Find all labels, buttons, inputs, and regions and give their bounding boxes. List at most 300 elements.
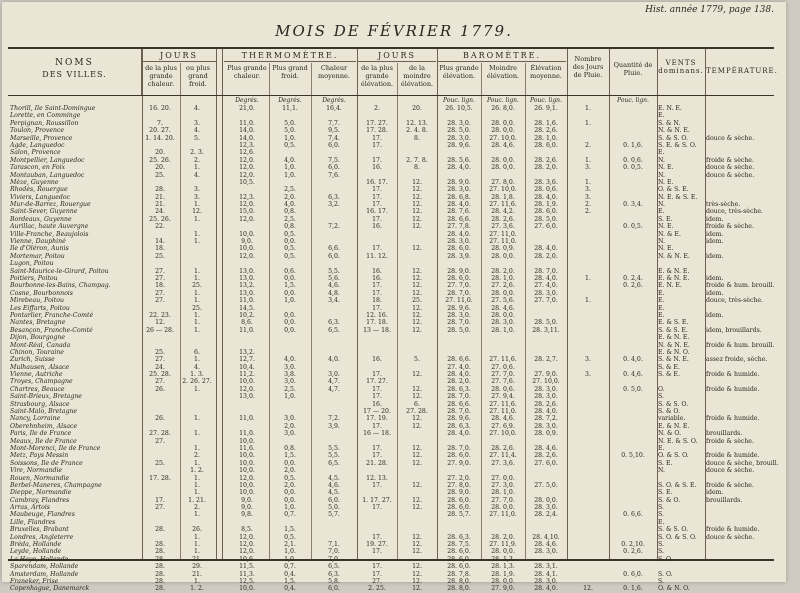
unit-pouc-lign: Pouc. lign. [443,97,475,104]
cell-winds: E. N. E. [658,105,682,112]
cell-max-cold: 2,5. [284,215,296,223]
cell-day-coldest: 1. [194,444,200,452]
cell-winds: N. E. & S. E. [658,193,698,201]
cell-city-name: Chartres, Beauce [10,385,65,393]
table-row [8,319,774,326]
cell-max-cold: 0,4. [284,585,296,593]
cell-min-pressure: 26. 8,0. [491,105,515,112]
cell-day-highest-pressure: 17. [372,134,382,142]
table-body [8,105,779,593]
cell-max-cold: 1,0. [284,164,296,172]
cell-max-heat: 11,5. [239,563,255,571]
cell-mean-pressure: 28. 3,0. [534,393,558,401]
cell-day-coldest: 1. [194,511,200,519]
cell-max-pressure: 28. 3,0. [447,238,471,246]
cell-city-name: Leyde, Hollande [10,548,62,556]
cell-mean-pressure: 28. 4,1. [534,570,558,578]
cell-max-cold: 0,0. [284,489,296,497]
cell-city-name: Marseille, Provence [10,134,73,142]
cell-mean-heat: 6,0. [328,141,340,149]
cell-day-highest-pressure: 17. [372,570,382,578]
cell-day-lowest-pressure: 12. [412,385,422,393]
cell-min-pressure: 28. 2,0. [491,267,515,275]
header-jours-group: JOURS [142,51,216,62]
cell-mean-pressure: 28. 2,6. [534,400,558,408]
cell-city-name: Tarascon, en Foix [10,164,66,172]
cell-day-warmest: 14. [155,238,165,246]
cell-max-heat: 21,0. [239,105,255,112]
cell-min-pressure: 28. 4,6. [491,304,515,312]
cell-max-pressure: 28. 6,0. [447,548,471,556]
cell-max-cold: 1,0. [284,171,296,179]
cell-rain-days: 2. [585,201,591,209]
cell-day-warmest: 27. [155,267,165,275]
cell-day-highest-pressure: 11. 12. [366,252,388,260]
table-row [8,459,779,467]
table-row [8,208,774,215]
cell-city-name: Sparendam, Hollande [10,563,79,571]
cell-mean-pressure: 28. 4,0. [534,245,558,253]
cell-min-pressure: 27. 5,6. [491,297,515,305]
cell-day-coldest: 4. [194,127,200,135]
cell-max-cold: 1,0. [284,297,296,305]
cell-day-coldest: 1. [194,238,200,246]
table-row [8,275,774,282]
cell-day-highest-pressure: 17. [372,548,382,556]
cell-winds: N. [658,467,665,475]
table-row [8,216,774,223]
cell-day-lowest-pressure: 12. [412,585,422,593]
cell-mean-pressure: 28. 3,0. [534,422,558,430]
table-row [8,504,774,511]
table-row [8,482,774,489]
table-row [8,526,774,533]
cell-winds: E. [658,444,665,452]
cell-min-pressure: 28. 1,3. [491,563,515,571]
cell-city-name: Ile d'Oléron, Aunis [10,245,69,253]
cell-max-cold: 2,0. [284,422,296,430]
cell-winds: S. & O. [658,496,681,504]
cell-mean-pressure: 28. 3,0. [534,385,558,393]
cell-day-lowest-pressure: 12. [412,326,422,334]
cell-day-coldest: 2. 3. [190,149,204,157]
cell-max-pressure: 28. 4,0. [447,371,471,379]
cell-day-coldest: 1. 2. [190,467,204,475]
cell-min-pressure: 27. 7,0. [491,496,515,504]
cell-min-pressure: 27. 10,0. [489,430,517,438]
cell-city-name: Cambray, Flandres [10,496,70,504]
cell-mean-pressure: 26. 9,1. [534,105,558,112]
cell-city-name: Cosne, Bourbonnois [10,289,73,297]
cell-day-highest-pressure: 17. [372,452,382,460]
cell-day-coldest: 1. [194,215,200,223]
register-page [2,2,786,593]
cell-rain-days: 1. [585,119,591,127]
cell-min-pressure: 27. 11,6. [489,400,517,408]
cell-mean-heat: 5,6. [328,274,340,282]
cell-min-pressure: 28. 0,0. [491,119,515,127]
cell-city-name: La Haye, Hollande [10,555,69,563]
cell-day-lowest-pressure: 12. [412,223,422,231]
cell-min-pressure: 28. 0,0. [491,289,515,297]
cell-day-coldest: 1. 3. [190,371,204,379]
cell-max-heat: 12,3. [239,193,255,201]
cell-day-lowest-pressure: 12. [412,459,422,467]
cell-max-heat: 13,0. [239,393,255,401]
header-chaleur-moyenne: Chaleur moyenne. [318,64,350,80]
cell-max-heat: 10,0. [239,585,255,593]
cell-day-lowest-pressure: 12. [412,504,422,512]
cell-mean-heat: 5,5. [328,267,340,275]
cell-mean-pressure: 27. 6,0. [534,223,558,231]
table-row [8,489,774,496]
cell-city-name: Viviers, Languedoc [10,193,71,201]
cell-temperature: très-sèche. [706,201,741,209]
header-temperature: TEMPÉRATURE. [706,67,778,75]
cell-mean-heat: 4,8. [328,289,340,297]
cell-max-pressure: 28. 9,0. [447,489,471,497]
header-plus-elevation: Plus grande élévation. [439,64,479,80]
cell-winds: N. [658,156,665,164]
cell-city-name: Maubeuge, Flandres [10,511,75,519]
cell-rain-days: 12. [583,585,593,593]
cell-max-heat: 9,0. [241,496,253,504]
cell-max-pressure: 28. 9,0. [447,267,471,275]
cell-max-heat: 12,6. [239,149,255,157]
cell-max-heat: 12,0. [239,474,255,482]
table-row [8,186,774,193]
cell-temperature: douce & sèche, brouill. [706,459,779,467]
cell-min-pressure: 28. 2,6. [491,215,515,223]
cell-rain-days: 1. [585,156,591,164]
cell-day-warmest: 27. 28. [149,430,171,438]
cell-winds: E. & N. O. [658,348,690,356]
cell-mean-heat: 7,7. [328,119,340,127]
cell-day-coldest: 1. [194,474,200,482]
cell-day-highest-pressure: 18. [372,297,382,305]
cell-min-pressure: 27. 0,0. [491,474,515,482]
cell-day-lowest-pressure: 12. [412,563,422,571]
cell-day-lowest-pressure: 12. [412,452,422,460]
cell-day-warmest: 27. [155,297,165,305]
unit-degres: Degrés. [278,97,302,104]
cell-max-heat: 12,7. [239,356,255,364]
cell-city-name: Franeker, Frise [10,578,59,585]
cell-max-heat: 10,0. [239,489,255,497]
cell-temperature: brouillards. [706,496,743,504]
cell-mean-heat: 7,0. [328,555,340,563]
cell-mean-heat: 5,7. [328,511,340,519]
cell-max-heat: 12,0. [239,548,255,556]
header-thermometre: THERMOMÈTRE. [224,51,356,62]
cell-day-lowest-pressure: 12. [412,533,422,541]
cell-max-pressure: 28. 9,6. [447,415,471,423]
unit-pouc-lign: Pouc. lign. [487,97,519,104]
cell-city-name: Nantes, Bretagne [10,319,66,327]
cell-max-heat: 14,5. [239,304,255,312]
cell-day-coldest: 1. [194,311,200,319]
cell-max-pressure: 28. 4,0. [447,164,471,172]
cell-winds: N. & N. E. [658,341,690,349]
cell-city-name: Mèze, Guyenne [10,178,59,186]
cell-day-highest-pressure: 16. [372,356,382,364]
cell-min-pressure: 28. 1,0. [491,326,515,334]
cell-city-name: Mirebeau, Poitou [10,297,64,305]
cell-mean-pressure: 28. 4,0. [534,585,558,593]
cell-mean-heat: 7,4. [328,134,340,142]
cell-max-cold: 0,5. [284,141,296,149]
cell-day-warmest: 27. [155,356,165,364]
cell-min-pressure: 27. 3,6. [491,459,515,467]
cell-mean-heat: 3,0. [328,371,340,379]
unit-pouc-lign: Pouc. lign. [530,97,562,104]
cell-temperature: idem. [706,274,724,282]
cell-max-pressure: 28. 5,6. [447,156,471,164]
cell-max-cold: 2,0. [284,193,296,201]
cell-day-lowest-pressure: 12. [412,541,422,549]
cell-max-pressure: 27. 7,0. [447,282,471,290]
cell-temperature: idem. [706,252,724,260]
table-row [8,179,774,186]
cell-day-lowest-pressure: 12. [412,570,422,578]
cell-day-warmest: 20. [155,149,165,157]
cell-max-cold: 0,5. [284,252,296,260]
cell-day-warmest: 24. [155,363,165,371]
cell-max-cold: 0,5. [284,230,296,238]
units-row [8,97,774,105]
cell-day-warmest: 26 — 28. [146,326,174,334]
cell-mean-pressure: 28. 3,0. [534,578,558,585]
cell-min-pressure: 28. 1,8. [491,193,515,201]
cell-temperature: idem. [706,215,724,223]
cell-min-pressure: 28. 1,0. [491,274,515,282]
cell-rain-days: 2. [585,141,591,149]
cell-day-highest-pressure: 17. [372,504,382,512]
cell-winds: S. E. [658,215,673,223]
cell-max-heat: 13,0. [239,267,255,275]
cell-mean-pressure: 28. 3,6. [534,178,558,186]
cell-winds: E. & N. E. [658,274,690,282]
cell-city-name: Arras, Artois [10,504,50,512]
cell-city-name: Les Eiffarts, Poitou [10,304,70,312]
cell-day-coldest: 1. 2. [190,585,204,593]
cell-max-heat: 12,0. [239,541,255,549]
cell-mean-heat: 6,5. [328,459,340,467]
cell-day-coldest: 3. [194,119,200,127]
cell-max-cold: 1,5. [284,452,296,460]
cell-winds: N. E. [658,223,674,231]
cell-day-highest-pressure: 12. 16. [366,311,388,319]
cell-rain-days: 1. [585,274,591,282]
cell-city-name: Oberehnheim, Alsace [10,422,78,430]
cell-max-heat: 11,6. [239,444,255,452]
cell-max-heat: 12,0. [239,215,255,223]
cell-min-pressure: 28. 0,9. [491,245,515,253]
cell-winds: S. E. & S. O. [658,141,697,149]
cell-mean-heat: 4,7. [328,378,340,386]
cell-temperature: douce & sèche. [706,533,755,541]
cell-day-warmest: 27. [155,504,165,512]
cell-city-name: Saint-Malo, Bretagne [10,408,78,416]
table-row [8,519,774,526]
cell-max-pressure: 28. 6,0. [447,274,471,282]
cell-mean-heat: 4,6. [328,282,340,290]
cell-max-pressure: 27. 2,0. [447,474,471,482]
cell-max-heat: 12,5. [239,578,255,585]
cell-max-cold: 0,0. [284,319,296,327]
cell-rain-days: 1. [585,105,591,112]
cell-day-highest-pressure: 16 — 18. [363,430,391,438]
cell-day-warmest: 27. [155,289,165,297]
cell-city-name: Saint-Sever, Guyenne [10,208,78,216]
cell-max-cold: 0,0. [284,274,296,282]
cell-city-name: Berbel-Maneres, Champagne [10,481,102,489]
cell-city-name: Rhodès, Rouergue [10,186,68,194]
cell-max-pressure: 28. 8,0. [447,585,471,593]
cell-winds: S. O. & S. E. [658,481,697,489]
cell-max-heat: 11,0. [239,297,255,305]
table-row [8,105,774,112]
page-title: MOIS DE FÉVRIER 1779. [275,22,513,40]
table-row [8,356,774,363]
cell-day-coldest: 4. [194,171,200,179]
cell-max-heat: 10,0. [239,437,255,445]
cell-rain-quantity: 0. 4,0. [623,356,643,364]
table-row [8,386,774,393]
cell-day-highest-pressure: 19. 27. [366,541,388,549]
table-row [8,112,774,119]
cell-winds: S. & S. E. [658,326,688,334]
cell-min-pressure: 27. 9,0. [491,585,515,593]
cell-day-lowest-pressure: 12. 13. [406,119,428,127]
cell-day-highest-pressure: 17. [372,533,382,541]
cell-max-pressure: 28. 6,0. [447,452,471,460]
cell-max-cold: 0,5. [284,245,296,253]
cell-winds: N. E. & S. O. [658,437,698,445]
table-row [8,149,774,156]
cell-winds: N. [658,201,665,209]
cell-mean-heat: 6,0. [328,252,340,260]
cell-temperature: froide & humide. [706,371,760,379]
running-head: Hist. année 1779, page 138. [645,5,774,15]
cell-day-coldest: 1. [194,533,200,541]
cell-max-cold: 2,0. [284,467,296,475]
table-row [8,548,774,555]
cell-max-pressure: 28. 7,0. [447,408,471,416]
cell-max-heat: 10,0. [239,459,255,467]
cell-winds: S. & S. O. [658,134,689,142]
cell-day-coldest: 1. [194,415,200,423]
cell-city-name: Mulhausen, Alsace [10,363,70,371]
cell-day-coldest: 4. [194,363,200,371]
cell-min-pressure: 28. 1,0. [491,489,515,497]
cell-max-cold: 3,0. [284,415,296,423]
cell-min-pressure: 28. 0,0. [491,578,515,585]
cell-mean-pressure: 28. 4,6. [534,444,558,452]
cell-max-pressure: 28. 6,6. [447,400,471,408]
cell-mean-heat: 7,1. [328,541,340,549]
table-row [8,364,774,371]
cell-mean-pressure: 28. 4,0. [534,408,558,416]
cell-day-lowest-pressure: 12. [412,304,422,312]
cell-min-pressure: 28. 2,6. [491,444,515,452]
cell-temperature: idem, brouillards. [706,326,762,334]
table-row [8,120,774,127]
cell-max-heat: 10,0. [239,452,255,460]
cell-max-cold: 0,0. [284,496,296,504]
cell-mean-pressure: 28. 2,6. [534,127,558,135]
cell-rain-quantity: 0. 0,6. [623,156,643,164]
cell-day-warmest: 28. [155,555,165,563]
cell-rain-quantity: 0. 0,5. [623,223,643,231]
cell-max-heat: 12,0. [239,156,255,164]
cell-winds: E. [658,289,665,297]
table-row [8,238,774,245]
table-row [8,157,774,164]
cell-min-pressure: 27. 11,0. [489,238,517,246]
cell-max-cold: 0,0. [284,238,296,246]
cell-max-pressure: 28. 3,0. [447,134,471,142]
cell-max-heat: 12,3. [239,141,255,149]
cell-min-pressure: 27. 2,6. [491,282,515,290]
cell-day-coldest: 2. [194,452,200,460]
cell-day-coldest: 1. [194,164,200,172]
cell-day-warmest: 26. [155,415,165,423]
cell-city-name: Soissons, Ile de France [10,459,83,467]
cell-day-lowest-pressure: 12. [412,422,422,430]
cell-mean-heat: 6,3. [328,193,340,201]
cell-mean-pressure: 28. 1,6. [534,119,558,127]
cell-max-heat: 10,0. [239,481,255,489]
cell-day-lowest-pressure: 12. [412,186,422,194]
cell-day-warmest: 28. [155,526,165,534]
cell-city-name: Aurillac, haute Auvergne [10,223,89,231]
table-row [8,563,774,570]
cell-winds: N. E. [658,164,674,172]
cell-day-highest-pressure: 17. 19. [366,415,388,423]
cell-city-name: Mont-Réal, Canada [10,341,71,349]
cell-day-coldest: 25. [192,282,202,290]
table-row [8,511,774,518]
cell-mean-heat: 3,4. [328,297,340,305]
cell-day-lowest-pressure: 12. [412,215,422,223]
cell-rain-quantity: 0. 6,0. [623,570,643,578]
cell-day-lowest-pressure: 12. [412,371,422,379]
cell-city-name: Montauban, Languedoc [10,171,85,179]
cell-day-highest-pressure: 17. [372,193,382,201]
cell-max-heat: 10,6. [239,555,255,563]
cell-winds: O. & N. O. [658,585,690,593]
cell-day-coldest: 2. 26. 27. [182,378,212,386]
cell-winds: O. [658,385,665,393]
cell-mean-pressure: 28. 2,6. [534,156,558,164]
table-row [8,172,774,179]
cell-city-name: Perpignan, Roussillon [10,119,79,127]
cell-max-pressure: 28. 5,7. [447,511,471,519]
cell-rain-days: 3. [585,356,591,364]
cell-mean-pressure: 28. 4,0. [534,193,558,201]
table-row [8,334,774,341]
cell-max-heat: 10,4. [239,363,255,371]
cell-min-pressure: 28. 4,6. [491,141,515,149]
cell-day-warmest: 28. [155,563,165,571]
cell-day-highest-pressure: 12. 13. [366,474,388,482]
cell-city-name: Copenhague, Danemarck [10,585,90,593]
table-row [8,142,774,149]
cell-max-cold: 0,0. [284,326,296,334]
header-noms: NOMS [55,58,94,68]
table-row [8,475,774,482]
